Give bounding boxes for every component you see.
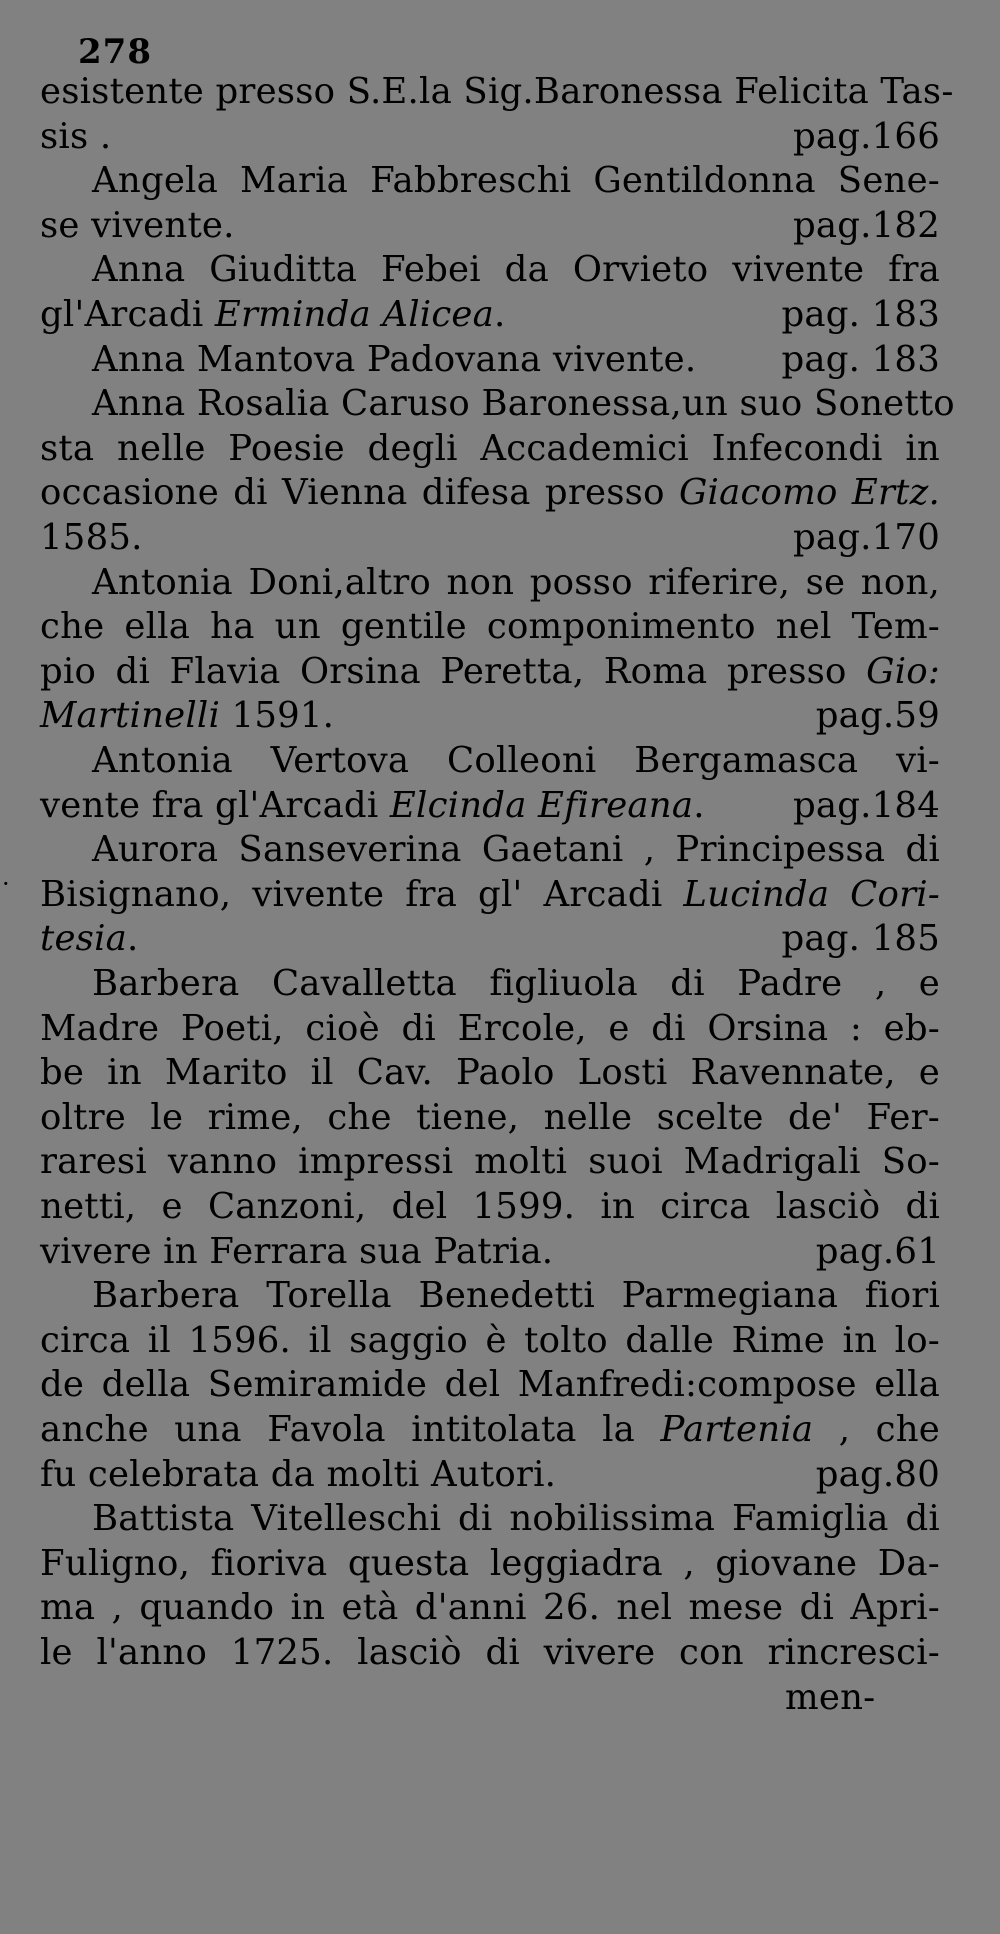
page-reference: pag. 183	[781, 294, 940, 335]
text-line	[92, 828, 940, 872]
line-text: 1585.	[40, 517, 143, 558]
line-text: anche una Favola intitolata la	[40, 1409, 661, 1450]
page-reference: pag.182	[792, 204, 940, 246]
text-line	[92, 1274, 940, 1318]
page-reference: pag. 183	[781, 338, 940, 380]
italic-name: Erminda Alicea	[214, 294, 494, 335]
text-line	[785, 1676, 935, 1720]
line-text: circa il 1596. il saggio è tolto dalle Rime in lo-	[40, 1319, 940, 1361]
text-line	[92, 1497, 940, 1541]
text-line	[92, 382, 955, 426]
line-text: de della Semiramide del Manfredi:compose ella	[40, 1364, 940, 1406]
line-text: esistente presso S.E.la Sig.Baronessa Felicita Tas-	[40, 71, 954, 112]
text-line	[40, 1453, 940, 1497]
text-line	[40, 204, 940, 248]
margin-mark: ·	[2, 870, 10, 898]
line-text-tail: .	[494, 294, 506, 335]
line-text: Bisignano, vivente fra gl' Arcadi	[40, 873, 684, 915]
text-line	[40, 516, 940, 560]
line-text: sis .	[40, 115, 112, 157]
text-line	[40, 1408, 940, 1452]
text-line	[40, 115, 940, 159]
line-text: Antonia Vertova Colleoni Bergamasca vi-	[92, 740, 940, 781]
text-line	[40, 293, 940, 337]
line-text: be in Marito il Cav. Paolo Losti Ravennate, e	[40, 1052, 940, 1094]
italic-name: Gio:	[866, 650, 940, 692]
text-line	[40, 917, 940, 961]
text-line	[92, 561, 940, 605]
italic-name: Partenia	[660, 1409, 814, 1450]
page-reference: pag.59	[815, 695, 940, 737]
text-line	[40, 70, 954, 114]
italic-name: Lucinda Cori-	[683, 873, 941, 915]
text-line	[40, 1586, 940, 1630]
text-line	[40, 1363, 940, 1407]
line-text: netti, e Canzoni, del 1599. in circa lasciò di	[40, 1186, 940, 1227]
line-text: Madre Poeti, cioè di Ercole, e di Orsina : eb-	[40, 1007, 940, 1049]
line-text: raresi vanno impressi molti suoi Madrigali So-	[40, 1141, 940, 1183]
italic-name: Giacomo Ertz.	[678, 472, 940, 514]
line-text-tail: .	[127, 918, 139, 960]
text-line	[92, 159, 940, 203]
text-line	[40, 1007, 940, 1051]
line-text: Angela Maria Fabbreschi Gentildonna Sene-	[92, 160, 940, 202]
line-text: Aurora Sanseverina Gaetani , Principessa di	[92, 829, 940, 871]
line-text: che ella ha un gentile componimento nel Tem-	[40, 606, 940, 648]
line-text: gl'Arcadi	[40, 294, 215, 335]
text-line	[40, 1051, 940, 1095]
line-text: Anna Rosalia Caruso Baronessa,un suo Sonetto	[92, 383, 955, 425]
text-line	[92, 248, 940, 292]
page-reference: pag.170	[792, 517, 940, 558]
text-line	[92, 739, 940, 783]
italic-name: Elcinda Efireana	[389, 784, 694, 826]
text-line	[40, 1140, 940, 1184]
text-line	[40, 1319, 940, 1363]
text-line	[92, 962, 940, 1006]
line-text: Antonia Doni,altro non posso riferire, se non,	[92, 561, 940, 603]
line-text: le l'anno 1725. lasciò di vivere con rincresci-	[40, 1632, 940, 1673]
line-text: Barbera Cavalletta figliuola di Padre , e	[92, 963, 940, 1004]
line-text: vente fra gl'Arcadi	[40, 784, 390, 826]
line-text: occasione di Vienna difesa presso	[40, 472, 679, 514]
line-text: ma , quando in età d'anni 26. nel mese di Apri-	[40, 1587, 940, 1629]
text-line	[40, 1631, 940, 1675]
line-text: pio di Flavia Orsina Peretta, Roma presso	[40, 650, 867, 692]
text-line	[40, 873, 940, 917]
line-text-tail: .	[693, 784, 705, 826]
line-text: se vivente.	[40, 204, 235, 246]
text-line	[40, 471, 940, 515]
page-number: 278	[78, 32, 152, 72]
text-line	[40, 1096, 940, 1140]
page-reference: pag.184	[792, 784, 940, 826]
page-reference: pag. 185	[781, 918, 940, 960]
line-text: Anna Giuditta Febei da Orvieto vivente fra	[92, 249, 940, 291]
line-text: Fuligno, fioriva questa leggiadra , giovane Da-	[40, 1542, 940, 1584]
page-reference: pag.166	[792, 115, 940, 157]
text-line	[40, 650, 940, 694]
text-line	[40, 1230, 940, 1274]
text-line	[40, 427, 940, 471]
line-text-tail: , che	[813, 1409, 941, 1450]
text-line	[92, 338, 940, 382]
line-text: fu celebrata da molti Autori.	[40, 1453, 557, 1495]
line-text: oltre le rime, che tiene, nelle scelte de' Fer-	[40, 1096, 940, 1138]
page-reference: pag.80	[815, 1453, 940, 1495]
text-line	[40, 605, 940, 649]
italic-name: tesia	[40, 918, 128, 960]
text-line	[40, 1542, 940, 1586]
line-text: sta nelle Poesie degli Accademici Infecondi in	[40, 427, 940, 469]
text-line	[40, 784, 940, 828]
text-line	[40, 1185, 940, 1229]
text-line	[40, 694, 940, 738]
page-reference: pag.61	[815, 1230, 940, 1272]
line-text: vivere in Ferrara sua Patria.	[40, 1230, 554, 1272]
line-text-tail: 1591.	[220, 695, 335, 737]
line-text: Battista Vitelleschi di nobilissima Famiglia di	[92, 1498, 940, 1540]
italic-name: Martinelli	[40, 695, 221, 737]
line-text: men-	[785, 1676, 876, 1718]
line-text: Anna Mantova Padovana vivente.	[92, 338, 697, 380]
line-text: Barbera Torella Benedetti Parmegiana fiori	[92, 1275, 940, 1317]
